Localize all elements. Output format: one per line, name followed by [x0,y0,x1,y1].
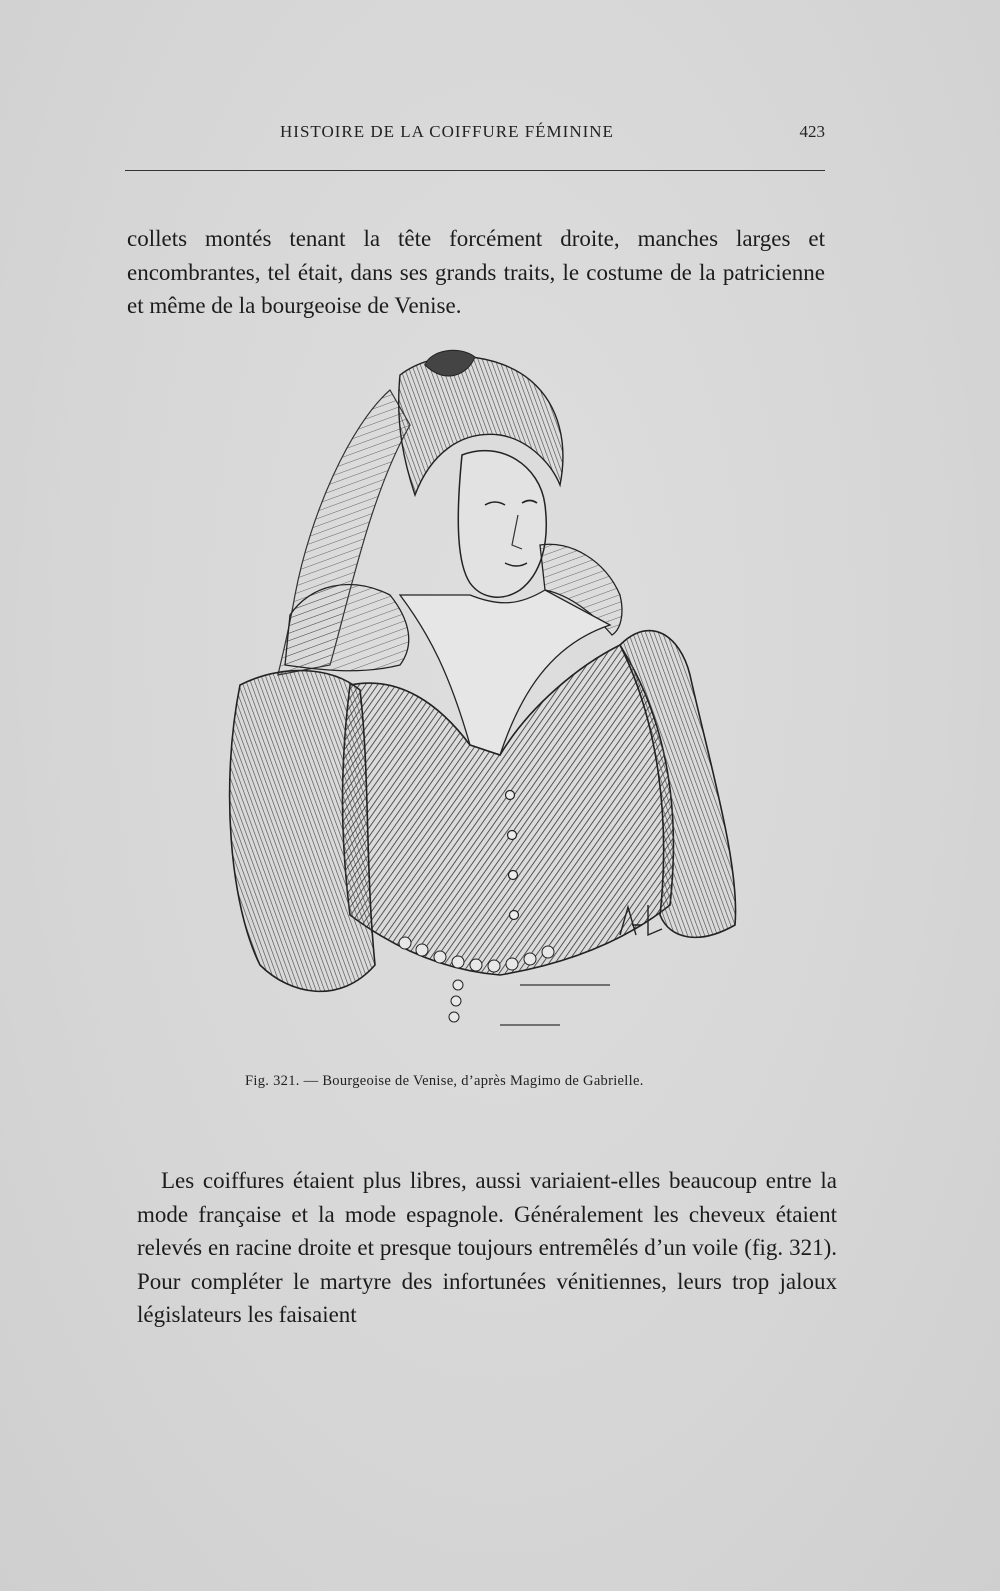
portrait-engraving [200,345,760,1065]
figure-caption: Fig. 321. — Bourgeoise de Venise, d’après Magimo de Gabrielle. [245,1073,644,1089]
running-head [125,122,825,148]
header-rule [125,170,825,171]
running-title: HISTOIRE DE LA COIFFURE FÉMININE [280,122,614,141]
illustration-figure [200,345,760,1065]
paragraph-1: collets montés tenant la tête forcément droite, manches larges et encombrantes, tel était, dans ses grands traits, le costume de la patricienne et même de la bourgeoise de Venise. [127,226,825,318]
page-number: 423 [799,122,825,141]
left-sleeve [230,671,375,992]
paragraph-2: Les coiffures étaient plus libres, aussi variaient-elles beaucoup entre la mode française et la mode espagnole. Généralement les cheveux étaient relevés en racine droite et presque toujours entremêlés d’un voile (fig. 321). Pour compléter le martyre des infortunées vénitiennes, leurs trop jaloux législateurs les faisaient [137,1168,837,1327]
face-shape [458,451,546,598]
ground-strokes [500,985,610,1025]
